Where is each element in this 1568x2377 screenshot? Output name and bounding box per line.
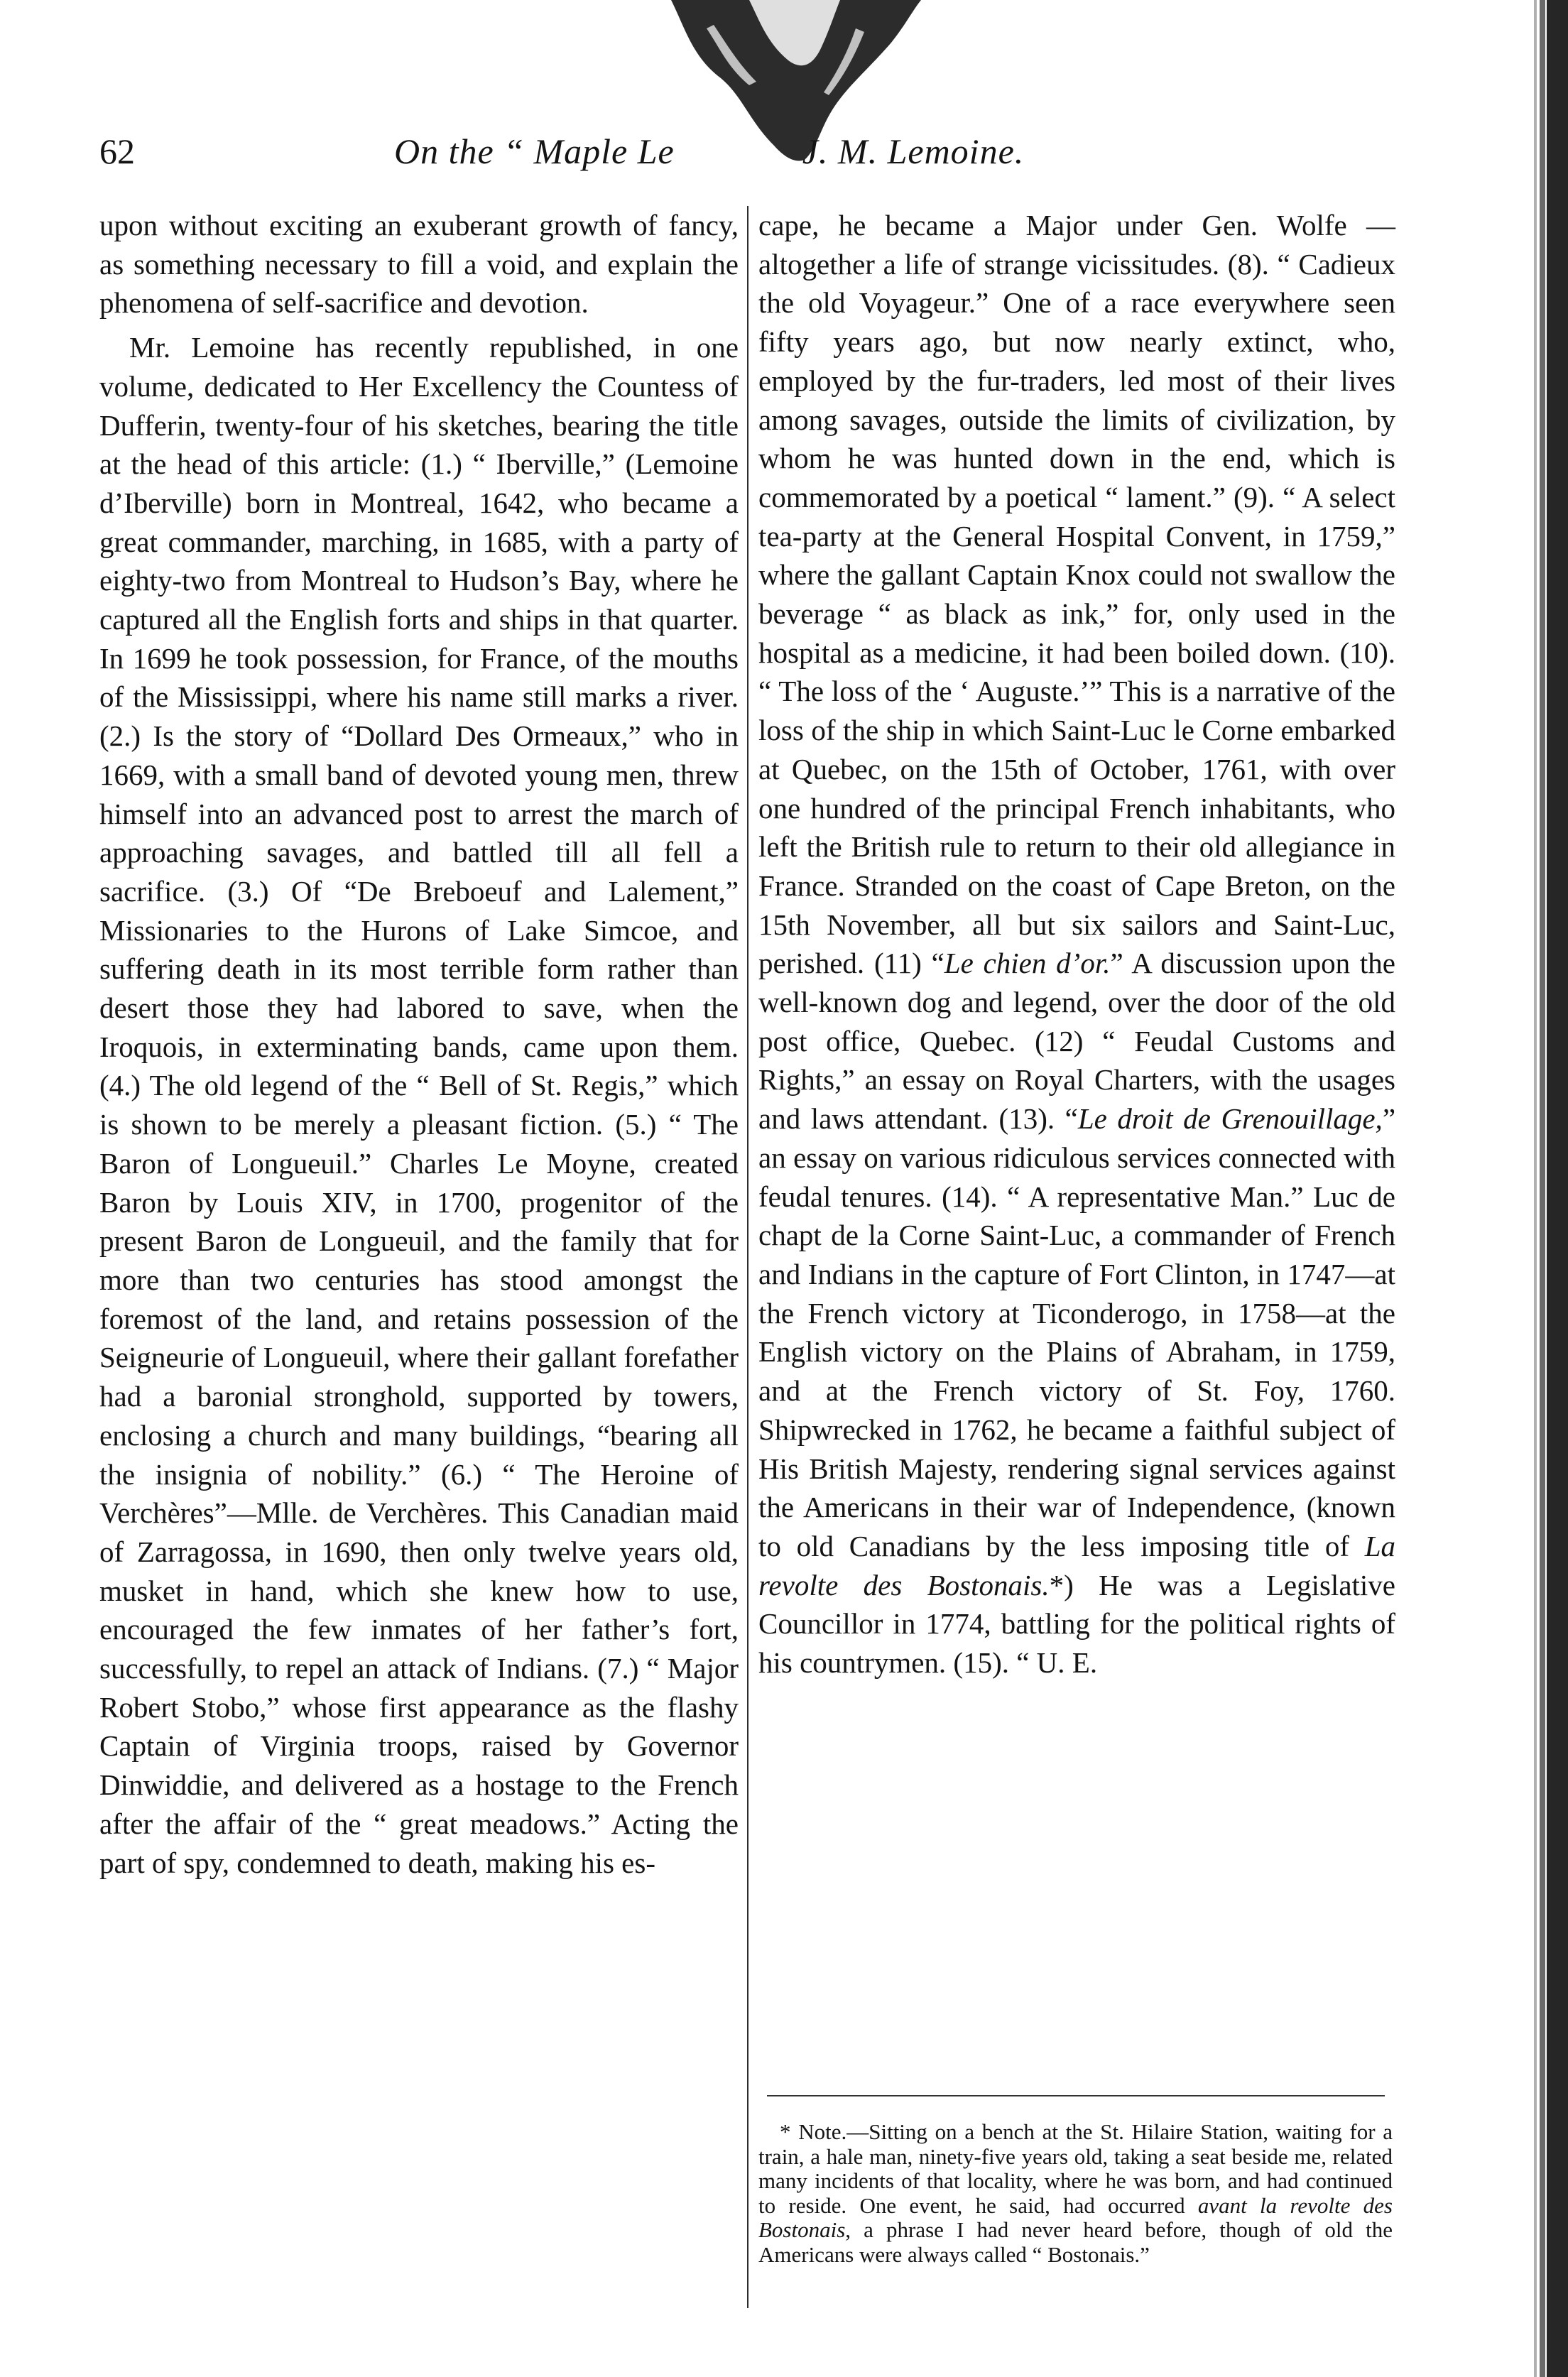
right-text-3: ” an essay on various ridiculous services connected with feudal tenures. (14). “ A representative Man.” Luc de chapt de la Corne Saint-Luc, a commander of French and Indians in the capture of Fort Clinton, in 1747—at the French victory at Ticonderogo, in 1758—at the English victory on the Plains of Abraham, in 1759, and at the French victory of St. Foy, 1760. Shipwrecked in 1762, he became a faithful subject of His British Majesty, rendering signal services against the Americans in their war of Independence, (known to old Canadians by the less imposing title of xyxy=(758,1102,1396,1562)
page-number: 62 xyxy=(99,131,135,171)
running-title-end: J. M. Lemoine. xyxy=(802,131,1025,171)
footnote-italic: avant la revolte des Bostonais xyxy=(758,2192,1393,2242)
binding-edge xyxy=(1518,0,1568,2377)
footnote xyxy=(758,2120,1393,2267)
left-paragraph-2: Mr. Lemoine has recently republished, in one volume, dedicated to Her Excellency the Countess of Dufferin, twenty-four of his sketches, bearing the title at the head of this article: (1.) “ Iberville,” (Lemoine d’Iberville) born in Montreal, 1642, who became a great commander, marching, in 1685, with a party of eighty-two from Montreal to Hudson’s Bay, where he captured all the English forts and ships in that quarter. In 1699 he took possession, for France, of the mouths of the Mississippi, where his name still marks a river. (2.) Is the story of “Dollard Des Ormeaux,” who in 1669, with a small band of devoted young men, threw himself into an advanced post to arrest the march of approaching savages, and battled till all fell a sacrifice. (3.) Of “De Breboeuf and Lalement,” Missionaries to the Hurons of Lake Simcoe, and suffering death in its most terrible form rather than desert those they had labored to save, when the Iroquois, in exterminating bands, came upon them. (4.) The old legend of the “ Bell of St. Regis,” which is shown to be merely a pleasant fiction. (5.) “ The Baron of Longueuil.” Charles Le Moyne, created Baron by Louis XIV, in 1700, progenitor of the present Baron de Longueuil, and the family that for more than two centuries has stood amongst the foremost of the land, and retains possession of the Seigneurie of Longueuil, where their gallant forefather had a baronial stronghold, supported by towers, enclosing a church and many buildings, “bearing all the insignia of nobility.” (6.) “ The Heroine of Verchères”—Mlle. de Verchères. This Canadian maid of Zarragossa, in 1690, then only twelve years old, musket in hand, which she knew how to use, encouraged the few inmates of her father’s fort, successfully, to repel an attack of Indians. (7.) “ Major Robert Stobo,” whose first appearance as the flashy Captain of Virginia troops, raised by Governor Dinwiddie, and delivered as a hostage to the French after the affair of the “ great meadows.” Acting the part of spy, condemned to death, making his es- xyxy=(99,331,739,1879)
right-text-1: cape, he became a Major under Gen. Wolfe —altogether a life of strange vicissitudes. (8). “ Cadieux the old Voyageur.” One of a race everywhere seen fifty years ago, but now nearly extinct, who, employed by the fur-traders, led most of their lives among savages, outside the limits of civilization, by whom he was hunted down in the end, which is commemorated by a poetical “ lament.” (9). “ A select tea-party at the General Hospital Convent, in 1759,” where the gallant Captain Knox could not swallow the beverage “ as black as ink,” for, only used in the hospital as a medicine, it had been boiled down. (10). “ The loss of the ‘ Auguste.’” This is a narrative of the loss of the ship in which Saint-Luc le Corne embarked at Quebec, on the 15th of October, 1761, with over one hundred of the principal French inhabitants, who left the British rule to return to their old allegiance in France. Stranded on the coast of Cape Breton, on the 15th November, all but six sailors and Saint-Luc, perished. (11) “ xyxy=(758,209,1395,980)
left-paragraph-1: upon without exciting an exuberant growth of fancy, as something necessary to fill a void, and explain the phenomena of self-sacrifice and devotion. xyxy=(99,209,739,320)
running-title-start: On the “ Maple Le xyxy=(394,131,675,171)
footnote-text-a: * Note.—Sitting on a bench at the St. Hilaire Station, waiting for a train, a hale man, ninety-five years old, taking a seat beside me, related many incidents of that locality, where he was born, and had continued to reside. One event, he said, had occurred xyxy=(758,2119,1393,2218)
right-italic-2: Le droit de Grenouillage, xyxy=(1077,1102,1383,1136)
running-title xyxy=(394,126,1024,176)
footnote-rule xyxy=(767,2095,1385,2096)
right-italic-1: Le chien d’or. xyxy=(944,947,1111,980)
right-column xyxy=(758,206,1395,1682)
right-italic-3: La revolte des Bostonais. xyxy=(758,1529,1395,1601)
column-divider xyxy=(747,206,748,2308)
right-text-4: *) He was a Legislative Councillor in 1774, battling for the political rights of his countrymen. (15). “ U. E. xyxy=(758,1568,1395,1680)
footnote-text xyxy=(758,2120,1393,2267)
running-head xyxy=(99,126,1449,176)
footnote-text-b: , a phrase I had never heard before, though of old the Americans were always called “ Bostonais.” xyxy=(758,2217,1393,2267)
right-text-2: ” A discussion upon the well-known dog and legend, over the door of the old post office, Quebec. (12) “ Feudal Customs and Rights,” an essay on Royal Charters, with the usages and laws attendant. (13). “ xyxy=(758,947,1395,1136)
right-paragraph-1 xyxy=(758,206,1395,1682)
left-column xyxy=(99,206,739,1882)
